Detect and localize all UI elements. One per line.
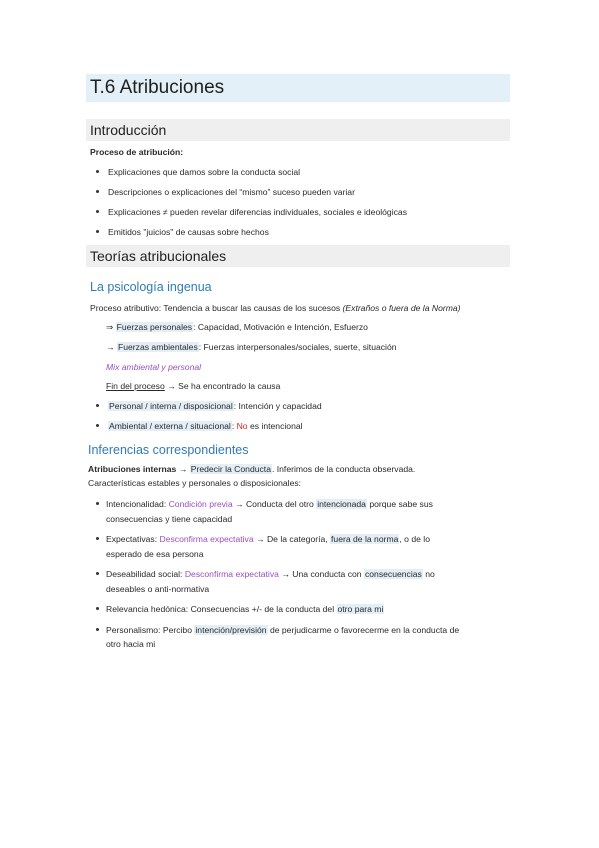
personal-text: : Intención y capacidad: [233, 401, 322, 411]
item-highlight: intencionada: [317, 499, 366, 509]
proceso-atributivo-text: Tendencia a buscar las causas de los sucesos: [161, 303, 343, 313]
item-text: Consecuencias +/- de la conducta del: [190, 604, 337, 614]
item-highlight: otro para mi: [337, 604, 384, 614]
ambiental-no: No: [236, 421, 248, 431]
fuerzas-ambientales-line: [106, 341, 397, 353]
item-text: → De la categoría,: [253, 534, 331, 544]
proceso-atributivo-note: (Extraños o fuera de la Norma): [342, 303, 461, 313]
fuerzas-personales-text: : Capacidad, Motivación e Intención, Esfuerzo: [193, 322, 368, 332]
fin-proceso-label: Fin del proceso: [106, 381, 165, 391]
bullet-dot-icon: [96, 190, 99, 193]
proceso-atributivo-label: Proceso atributivo:: [90, 303, 162, 313]
item-text: → Una conducta con: [278, 569, 364, 579]
item-text: → Conducta del otro: [232, 499, 317, 509]
bullet-dot-icon: [96, 537, 99, 540]
intro-bullet: Explicaciones ≠ pueden revelar diferencias individuales, sociales e ideológicas: [108, 207, 407, 217]
bullet-dot-icon: [96, 210, 99, 213]
item-label: Relevancia hedónica:: [106, 604, 191, 614]
arrow-icon: →: [106, 342, 117, 352]
atribuciones-internas-text: . Inferimos de la conducta observada.: [271, 464, 416, 474]
item-highlight: fuera de la norma: [331, 534, 399, 544]
item-text: porque sabe sus: [366, 499, 433, 509]
ambiental-bullet: [108, 420, 303, 432]
section-heading-teorias: Teorías atribucionales: [86, 245, 510, 267]
intro-bullet: Emitidos "juicios" de causas sobre hechos: [108, 227, 269, 237]
bullet-dot-icon: [96, 404, 99, 407]
arrow-icon: →: [176, 464, 190, 474]
ambiental-colon: :: [231, 421, 237, 431]
inference-item-continuation: esperado de esa persona: [106, 549, 204, 559]
bullet-dot-icon: [96, 607, 99, 610]
intro-lead: Proceso de atribución:: [90, 147, 184, 157]
inference-item-personalismo: [106, 624, 459, 636]
bullet-dot-icon: [96, 502, 99, 505]
inference-item-continuation: otro hacia mi: [106, 639, 156, 649]
atribuciones-internas-line: [88, 463, 415, 475]
inference-item-relevancia: [106, 603, 384, 615]
item-purple-term: Desconfirma expectativa: [159, 534, 254, 544]
arrow-icon: ⇒: [106, 322, 116, 332]
bullet-dot-icon: [96, 230, 99, 233]
subheading-psicologia-ingenua: La psicología ingenua: [90, 280, 212, 294]
personal-bullet: [108, 400, 322, 412]
item-text: , o de lo: [399, 534, 430, 544]
inference-item-continuation: consecuencias y tiene capacidad: [106, 514, 233, 524]
item-label: Personalismo: Percibo: [106, 625, 195, 635]
bullet-dot-icon: [96, 572, 99, 575]
ambiental-text: es intencional: [247, 421, 303, 431]
item-label: Expectativas:: [106, 534, 160, 544]
bullet-dot-icon: [96, 628, 99, 631]
mix-note: Mix ambiental y personal: [106, 362, 202, 372]
caracteristicas-line: Características estables y personales o disposicionales:: [88, 478, 302, 488]
predecir-conducta-term: Predecir la Conducta: [190, 464, 271, 474]
section-heading-introduccion: Introducción: [86, 119, 510, 141]
item-purple-term: Desconfirma expectativa: [184, 569, 279, 579]
ambiental-term: Ambiental / externa / situacional: [109, 421, 231, 431]
inference-item-continuation: deseables o anti-normativa: [106, 584, 210, 594]
fuerzas-personales-term: Fuerzas personales: [116, 322, 193, 332]
fuerzas-ambientales-text: : Fuerzas interpersonales/sociales, suerte, situación: [198, 342, 397, 352]
item-text: de perjudicarme o favorecerme en la conducta de: [267, 625, 460, 635]
page-title: T.6 Atribuciones: [86, 74, 510, 102]
inference-item-deseabilidad: [106, 568, 435, 580]
item-text: no: [422, 569, 435, 579]
personal-term: Personal / interna / disposicional: [109, 401, 233, 411]
proceso-atributivo-line: [90, 302, 461, 314]
intro-bullet: Descripciones o explicaciones del “mismo” suceso pueden variar: [108, 187, 355, 197]
item-purple-term: Condición previa: [168, 499, 233, 509]
fuerzas-personales-line: [106, 321, 368, 333]
intro-bullet: Explicaciones que damos sobre la conducta social: [108, 167, 301, 177]
subheading-inferencias: Inferencias correspondientes: [88, 443, 249, 457]
inference-item-intencionalidad: [106, 498, 433, 510]
fuerzas-ambientales-term: Fuerzas ambientales: [117, 342, 198, 352]
bullet-dot-icon: [96, 170, 99, 173]
bullet-dot-icon: [96, 424, 99, 427]
inference-item-expectativas: [106, 533, 430, 545]
item-highlight: consecuencias: [364, 569, 422, 579]
fin-proceso-text: → Se ha encontrado la causa: [164, 381, 281, 391]
atribuciones-internas-label: Atribuciones internas: [88, 464, 177, 474]
fin-proceso-line: [106, 380, 280, 392]
item-label: Intencionalidad:: [106, 499, 169, 509]
item-label: Deseabilidad social:: [106, 569, 185, 579]
item-highlight: intención/previsión: [195, 625, 267, 635]
